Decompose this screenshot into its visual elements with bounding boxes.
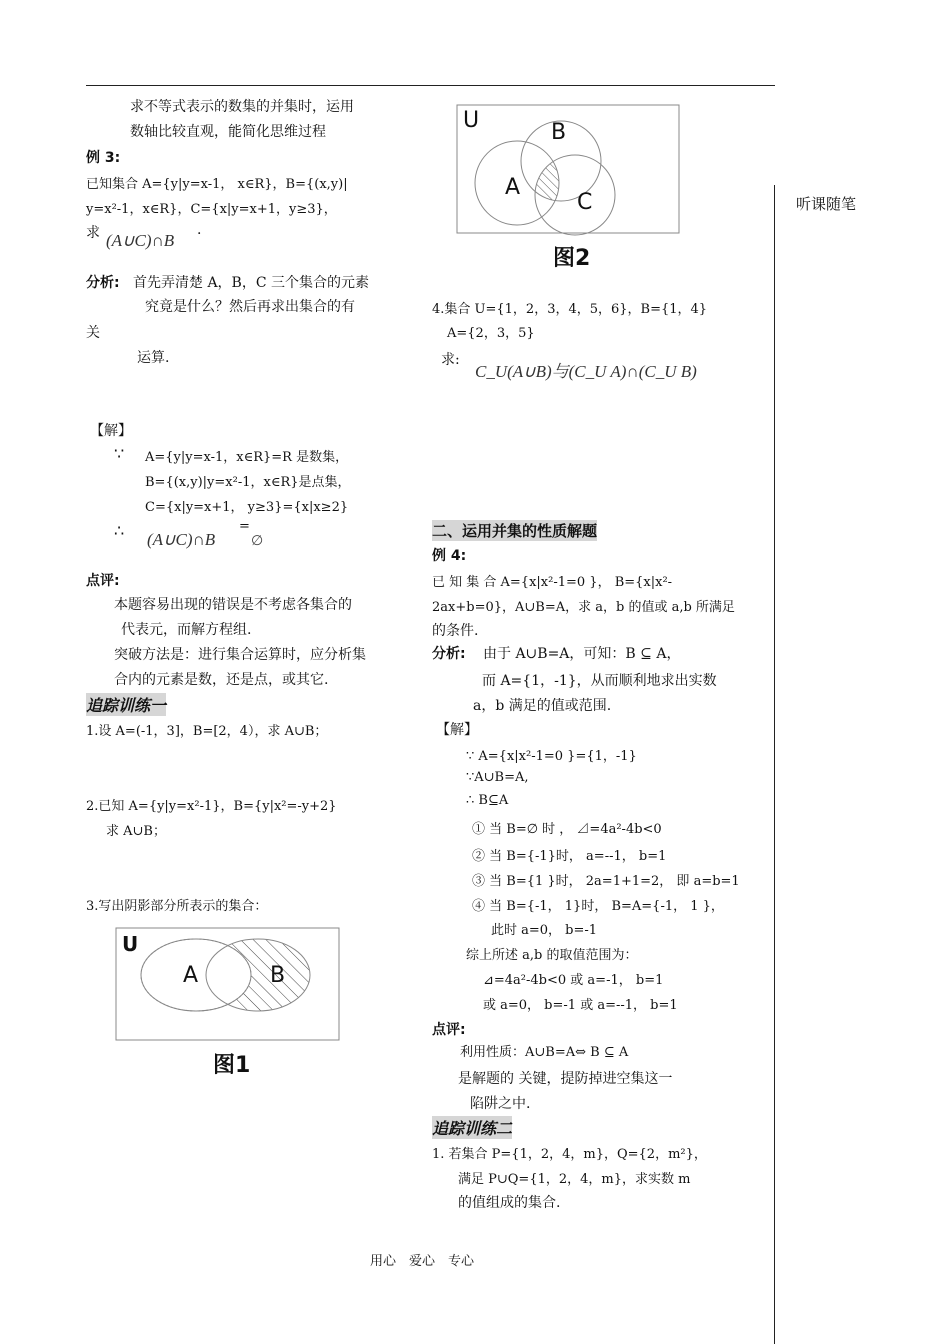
example-3-line-1: 已知集合 A={y|y=x-1， x∈R}，B={(x,y)| [86, 177, 348, 192]
solution-4-case-4: ④ 当 B={-1， 1}时， B=A={-1， 1 }， [472, 899, 724, 914]
fig1-label-a: A [183, 963, 199, 988]
review-4-line-2: 是解题的 关键，提防掉进空集这一 [458, 1071, 673, 1087]
review-line-2: 代表元，而解方程组. [121, 622, 252, 638]
question-4-expression: C_U(A∪B)与(C_U A)∩(C_U B) [475, 362, 697, 381]
question-1: 1.设 A=(-1，3]，B=[2，4），求 A∪B； [86, 724, 328, 739]
question-4-line-1: 4.集合 U={1，2，3，4，5，6}，B={1，4} [432, 302, 708, 317]
solution-4-step-1: ∵ A={x|x²-1=0 }={1，-1} [466, 749, 637, 764]
solution-4-step-2: ∵A∪B=A, [466, 770, 529, 785]
solution-4-case-1: ① 当 B=∅ 时 ， ⊿=4a²-4b<0 [472, 822, 662, 837]
analysis-line-3: 关 [86, 325, 100, 341]
fig2-label-a: A [505, 175, 521, 200]
question-3: 3.写出阴影部分所表示的集合： [86, 899, 268, 914]
fig2-label-c: C [577, 190, 593, 215]
top-rule [86, 85, 775, 86]
empty-set-symbol: ∅ [251, 533, 264, 549]
example-3-expression: (A∪C)∩B [106, 231, 175, 250]
section-2-title: 二、运用并集的性质解题 [432, 522, 598, 540]
review-line-1: 本题容易出现的错误是不考虑各集合的 [114, 597, 352, 613]
fig2-label-b: B [551, 120, 567, 145]
analysis-4-label: 分析: [432, 646, 466, 662]
review-4-line-1: 利用性质：A∪B=A⇔ B ⊆ A [460, 1045, 629, 1060]
analysis-label: 分析: [86, 275, 120, 291]
review-line-3: 突破方法是：进行集合运算时，应分析集 [114, 647, 366, 663]
solution-4-summary: 综上所述 a,b 的取值范围为： [466, 948, 638, 963]
example-4-line-2: 2ax+b=0}，A∪B=A，求 a，b 的值或 a,b 所满足 [432, 600, 735, 615]
example-3-title: 例 3: [86, 150, 121, 166]
venn-figure-1 [112, 926, 344, 1044]
example-3-dot: · [197, 226, 202, 242]
solution-line-1: A={y|y=x-1，x∈R}=R 是数集， [145, 450, 349, 465]
example-4-line-1: 已 知 集 合 A={x|x²-1=0 }， B={x|x²- [432, 575, 673, 590]
solution-4-step-3: ∴ B⊆A [466, 793, 509, 808]
intro-line-1: 求不等式表示的数集的并集时，运用 [130, 99, 354, 115]
fig2-caption: 图2 [553, 246, 591, 271]
solution-expression: (A∪C)∩B [147, 530, 216, 549]
solution-line-3: C={x|y=x+1， y≥3}={x|x≥2} [145, 500, 349, 515]
solution-4-case-3: ③ 当 B={1 }时， 2a=1+1=2， 即 a=b=1 [472, 874, 740, 889]
solution-equals: = [239, 519, 250, 534]
review-4-line-3: 陷阱之中. [470, 1096, 531, 1112]
solution-4-case-2: ② 当 B={-1}时， a=--1， b=1 [472, 849, 667, 864]
review-4-label: 点评: [432, 1022, 466, 1038]
example-3-line-2: y=x²-1，x∈R}，C={x|y=x+1，y≥3}， [86, 202, 337, 217]
intro-line-2: 数轴比较直观，能简化思维过程 [130, 124, 326, 140]
fig1-caption: 图1 [213, 1053, 251, 1078]
track-training-2-title: 追踪训练二 [432, 1116, 512, 1139]
review-label: 点评: [86, 573, 120, 589]
solution-4-summary-line-1: ⊿=4a²-4b<0 或 a=-1， b=1 [483, 973, 664, 988]
solution-4-summary-line-2: 或 a=0， b=-1 或 a=--1， b=1 [483, 998, 678, 1013]
example-3-ask: 求 [86, 225, 100, 241]
review-line-4: 合内的元素是数，还是点，或其它. [114, 672, 329, 688]
analysis-line-4: 运算. [137, 350, 170, 366]
analysis-4-line-3: a，b 满足的值或范围. [473, 698, 612, 714]
solution-4-label: 【解】 [436, 722, 478, 738]
question-2-line-1: 2.已知 A={y|y=x²-1}，B={y|x²=-y+2} [86, 799, 337, 814]
training-2-q1-line-2: 满足 P∪Q={1，2，4，m}，求实数 m [458, 1172, 691, 1187]
question-2-line-2: 求 A∪B； [106, 824, 166, 839]
example-4-title: 例 4: [432, 548, 467, 564]
question-4-line-2: A={2，3，5} [447, 326, 535, 341]
venn-figure-2 [455, 103, 683, 237]
solution-4-case-4-result: 此时 a=0， b=-1 [491, 923, 598, 938]
analysis-line-2: 究竟是什么？然后再求出集合的有 [145, 299, 355, 315]
solution-label: 【解】 [90, 423, 132, 439]
example-4-line-3: 的条件. [432, 623, 479, 639]
question-4-ask: 求: [441, 352, 460, 368]
side-note: 听课随笔 [796, 195, 857, 213]
because-symbol: ∵ [114, 444, 125, 463]
margin-rule [774, 185, 775, 1344]
solution-line-2: B={(x,y)|y=x²-1，x∈R}是点集， [145, 475, 351, 490]
page-footer: 用心 爱心 专心 [370, 1254, 475, 1269]
universal-set-rect-2 [457, 105, 679, 233]
training-2-q1-line-1: 1. 若集合 P={1，2，4，m}，Q={2，m²}， [432, 1147, 707, 1162]
fig1-label-u: U [122, 932, 139, 956]
fig1-label-b: B [270, 963, 286, 988]
track-training-1-title: 追踪训练一 [86, 693, 166, 716]
fig2-label-u: U [463, 108, 480, 133]
analysis-4-line-1: 由于 A∪B=A，可知：B ⊆ A， [483, 646, 681, 662]
analysis-4-line-2: 而 A={1，-1}，从而顺利地求出实数 [482, 673, 717, 689]
training-2-q1-line-3: 的值组成的集合. [458, 1195, 561, 1211]
therefore-symbol: ∴ [114, 521, 125, 540]
analysis-line-1: 首先弄清楚 A，B，C 三个集合的元素 [133, 275, 370, 291]
